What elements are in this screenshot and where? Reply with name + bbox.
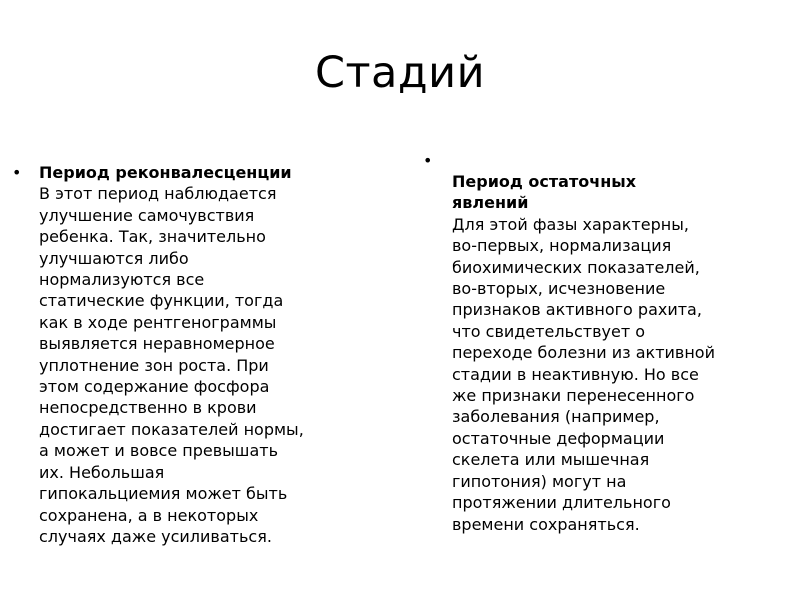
left-line: улучшение самочувствия	[39, 205, 255, 225]
left-line: как в ходе рентгенограммы	[39, 312, 277, 332]
right-line: что свидетельствует о	[452, 321, 646, 341]
right-line: же признаки перенесенного	[452, 386, 695, 406]
right-line: во-первых, нормализация	[452, 236, 672, 256]
left-line: достигает показателей нормы,	[39, 419, 304, 439]
left-line: статические функции, тогда	[39, 291, 284, 311]
right-line: Для этой фазы характерны,	[452, 214, 689, 234]
right-line: протяжении длительного	[452, 493, 671, 513]
left-line: а может и вовсе превышать	[39, 441, 278, 461]
right-line: скелета или мышечная	[452, 450, 650, 470]
left-line: их. Небольшая	[39, 462, 165, 482]
left-heading: Период реконвалесценции	[39, 163, 292, 182]
right-line: заболевания (например,	[452, 407, 660, 427]
left-text-block	[39, 162, 359, 547]
right-line: стадии в неактивную. Но все	[452, 364, 699, 384]
right-line: остаточные деформации	[452, 428, 665, 448]
right-heading-line: Период остаточных	[452, 172, 637, 191]
bullet-right: •	[423, 151, 433, 170]
left-line: В этот период наблюдается	[39, 184, 277, 204]
left-line: уплотнение зон роста. При	[39, 355, 269, 375]
right-heading-line: явлений	[452, 193, 529, 213]
left-line: гипокальциемия может быть	[39, 484, 288, 504]
left-line: ребенка. Так, значительно	[39, 227, 266, 247]
bullet-left: •	[12, 163, 22, 182]
left-line: случаях даже усиливаться.	[39, 526, 272, 546]
left-line: непосредственно в крови	[39, 398, 257, 418]
right-line: биохимических показателей,	[452, 257, 700, 277]
right-line: во-вторых, исчезновение	[452, 279, 666, 299]
left-line: улучшаются либо	[39, 248, 189, 268]
right-line: времени сохраняться.	[452, 514, 640, 534]
right-line: переходе болезни из активной	[452, 343, 715, 363]
left-line: нормализуются все	[39, 270, 205, 290]
right-text-block	[452, 171, 782, 535]
left-line: этом содержание фосфора	[39, 377, 270, 397]
slide-title: Стадий	[314, 48, 486, 98]
right-line: гипотония) могут на	[452, 471, 627, 491]
left-line: сохранена, а в некоторых	[39, 505, 259, 525]
right-line: признаков активного рахита,	[452, 300, 702, 320]
left-line: выявляется неравномерное	[39, 334, 275, 354]
